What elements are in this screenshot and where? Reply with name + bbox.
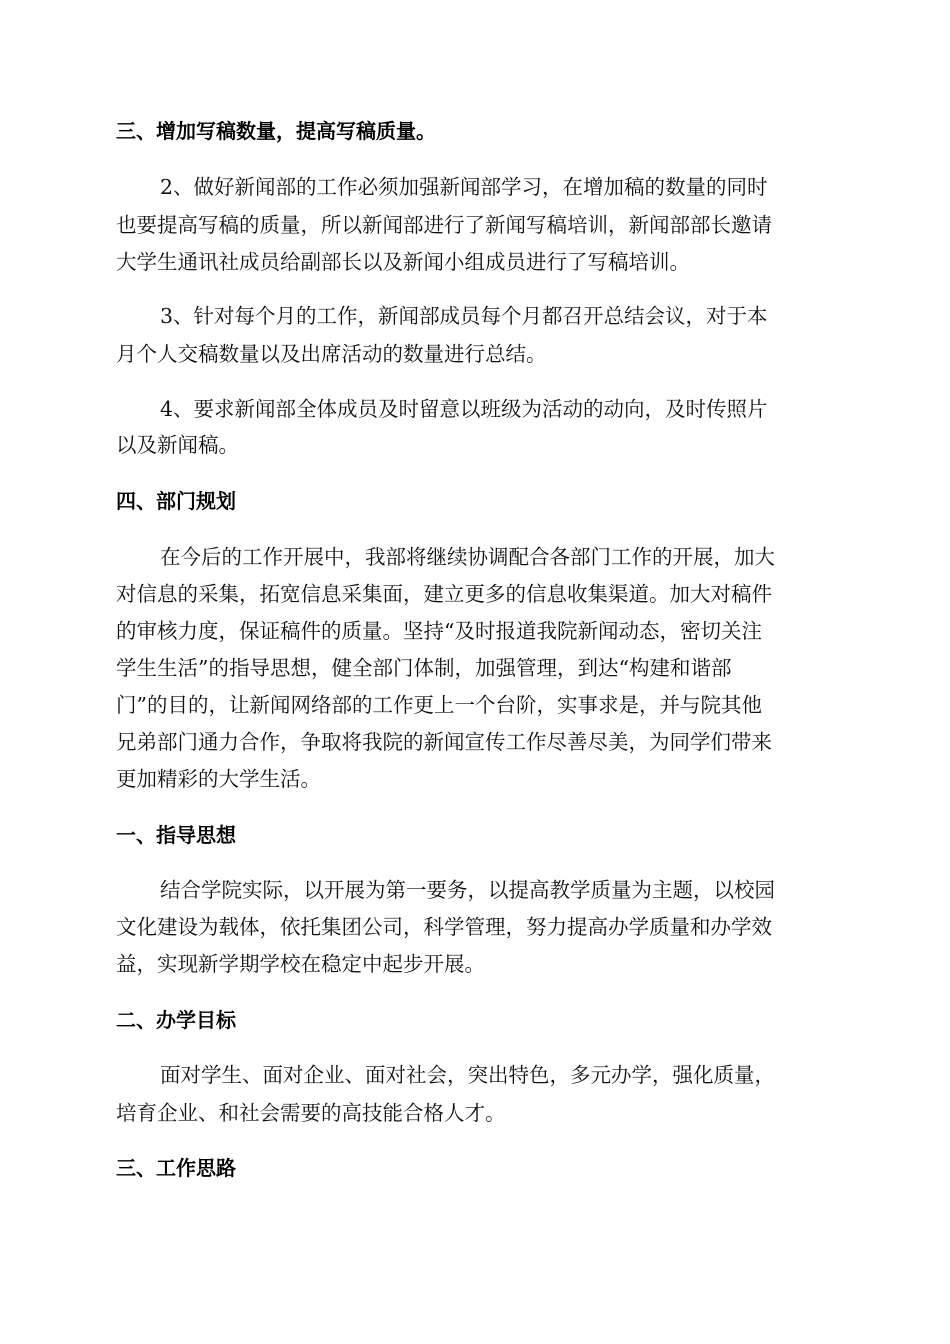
- item-4-line-1: 4、要求新闻部全体成员及时留意以班级为活动的动向，及时传照片: [160, 397, 768, 421]
- item-2-line-3: 大学生通讯社成员给副部长以及新闻小组成员进行了写稿培训。: [116, 250, 690, 274]
- guiding-line-3: 益，实现新学期学校在稳定中起步开展。: [116, 952, 485, 976]
- planning-line-7: 更加精彩的大学生活。: [116, 767, 321, 791]
- item-2-line-1: 2、做好新闻部的工作必须加强新闻部学习，在增加稿的数量的同时: [160, 175, 768, 199]
- item-2-line-2: 也要提高写稿的质量，所以新闻部进行了新闻写稿培训，新闻部部长邀请: [116, 213, 772, 237]
- guiding-line-1: 结合学院实际，以开展为第一要务，以提高教学质量为主题，以校园: [160, 878, 775, 902]
- planning-line-2: 对信息的采集，拓宽信息采集面，建立更多的信息收集渠道。加大对稿件: [116, 582, 772, 606]
- item-3-line-1: 3、针对每个月的工作，新闻部成员每个月都召开总结会议，对于本: [160, 304, 768, 328]
- section-heading-goals: 二、办学目标: [116, 1008, 236, 1032]
- planning-line-5: 门”的目的，让新闻网络部的工作更上一个台阶，实事求是，并与院其他: [116, 693, 762, 717]
- item-4-line-2: 以及新闻稿。: [116, 433, 239, 457]
- planning-line-3: 的审核力度，保证稿件的质量。坚持“及时报道我院新闻动态，密切关注: [116, 619, 762, 643]
- section-heading-approach: 三、工作思路: [116, 1156, 236, 1180]
- planning-line-6: 兄弟部门通力合作，争取将我院的新闻宣传工作尽善尽美，为同学们带来: [116, 730, 772, 754]
- goals-line-1: 面对学生、面对企业、面对社会，突出特色，多元办学，强化质量，: [160, 1063, 775, 1087]
- planning-line-4: 学生生活”的指导思想，健全部门体制，加强管理，到达“构建和谐部: [116, 656, 732, 680]
- item-3-line-2: 月个人交稿数量以及出席活动的数量进行总结。: [116, 342, 547, 366]
- planning-line-1: 在今后的工作开展中，我部将继续协调配合各部门工作的开展，加大: [160, 545, 775, 569]
- section-heading-guiding: 一、指导思想: [116, 823, 236, 847]
- goals-line-2: 培育企业、和社会需要的高技能合格人才。: [116, 1101, 506, 1125]
- guiding-line-2: 文化建设为载体，依托集团公司，科学管理，努力提高办学质量和办学效: [116, 915, 772, 939]
- section-heading-planning: 四、部门规划: [116, 489, 236, 513]
- section-heading-writing: 三、增加写稿数量，提高写稿质量。: [116, 119, 436, 143]
